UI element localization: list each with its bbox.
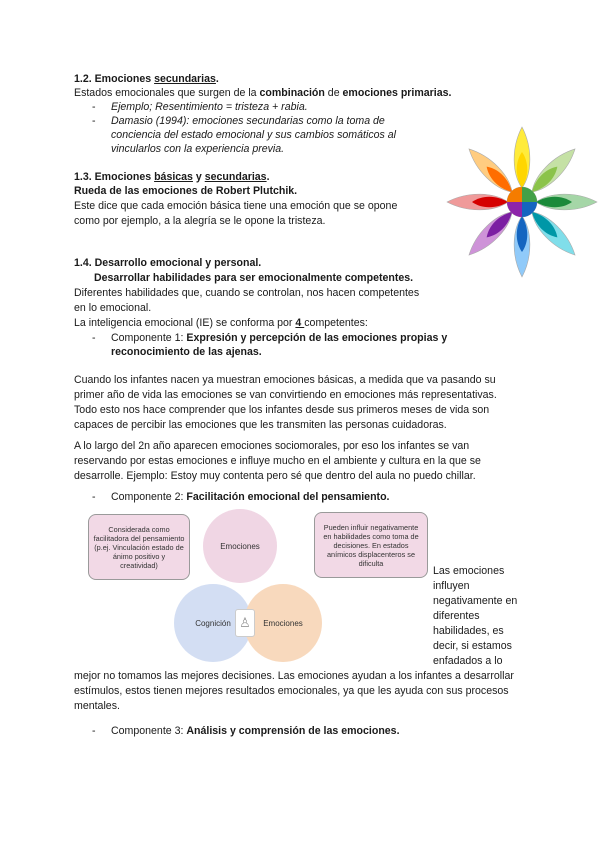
p3-l3: Todo esto nos hace comprender que los infantes desde sus primeros meses de vida son bbox=[74, 404, 490, 416]
bullet-dash: - bbox=[92, 491, 96, 503]
diagram-circle-emotions-bottom: Emociones bbox=[244, 584, 322, 662]
bullet-dash: - bbox=[92, 725, 96, 737]
section-1-2-title: 1.2. Emociones secundarias. bbox=[74, 73, 219, 85]
section-1-2-definition: Estados emocionales que surgen de la combinación de emociones primarias. bbox=[74, 87, 452, 99]
section-1-3-subtitle: Rueda de las emociones de Robert Plutchik. bbox=[74, 185, 298, 197]
p4-l2: reservando por estas emociones e influye mucho en el ambiente y cultura en la que se bbox=[74, 455, 481, 467]
diagram-circle-emotions-top: Emociones bbox=[203, 509, 277, 583]
p3-l4: capaces de percibir las emociones que les transmiten las personas cuidadoras. bbox=[74, 419, 447, 431]
bullet-damasio-l1: Damasio (1994): emociones secundarias como la toma de bbox=[111, 115, 385, 127]
p5-l1: mejor no tomamos las mejores decisiones. Las emociones ayudan a los infantes a desarrollar bbox=[74, 670, 514, 682]
p4-l1: A lo largo del 2n año aparecen emociones sociomorales, por eso los infantes se van bbox=[74, 440, 470, 452]
p5-l2: estímulos, estos tienen mejores resultados emocionales, ya que les ayuda con sus procesos bbox=[74, 685, 509, 697]
bullet-damasio-l2: conciencia del estado emocional y sus cambios somáticos al bbox=[111, 129, 396, 141]
bullet-damasio-l3: vincularlos con la experiencia previa. bbox=[111, 143, 285, 155]
side-text-l3: negativamente en bbox=[433, 595, 518, 607]
component-2: Componente 2: Facilitación emocional del pensamiento. bbox=[111, 491, 390, 503]
p3-l1: Cuando los infantes nacen ya muestran emociones básicas, a medida que va pasando su bbox=[74, 374, 496, 386]
p2: La inteligencia emocional (IE) se conforma por 4 competentes: bbox=[74, 317, 368, 329]
section-1-3-title: 1.3. Emociones básicas y secundarias. bbox=[74, 171, 270, 183]
p3-l2: primer año de vida las emociones se van convirtiendo en emociones más representativas. bbox=[74, 389, 497, 401]
p1-l2: en lo emocional. bbox=[74, 302, 152, 314]
bullet-dash: - bbox=[92, 115, 96, 127]
p1-l1: Diferentes habilidades que, cuando se controlan, nos hacen competentes bbox=[74, 287, 420, 299]
diagram-center-figure-icon: ♙ bbox=[235, 609, 255, 637]
component-3: Componente 3: Análisis y comprensión de las emociones. bbox=[111, 725, 400, 737]
side-text-l5: habilidades, es bbox=[433, 625, 504, 637]
section-1-3-text-l2: como por ejemplo, a la alegría se le opone la tristeza. bbox=[74, 215, 326, 227]
section-1-4-title: 1.4. Desarrollo emocional y personal. bbox=[74, 257, 262, 269]
plutchik-wheel-figure bbox=[436, 122, 600, 282]
side-text-l2: influyen bbox=[433, 580, 470, 592]
diagram-box-negative: Pueden influir negativamente en habilidades como toma de decisiones. En estados anímicos displacenteros se dificulta bbox=[314, 512, 428, 578]
p4-l3: desarrolle. Ejemplo: Estoy muy contenta pero sé que dentro del aula no puedo chillar. bbox=[74, 470, 476, 482]
section-1-3-text-l1: Este dice que cada emoción básica tiene una emoción que se opone bbox=[74, 200, 398, 212]
side-text-l4: diferentes bbox=[433, 610, 480, 622]
section-1-4-subtitle: Desarrollar habilidades para ser emocionalmente competentes. bbox=[94, 272, 414, 284]
diagram-circle-cognition: Cognición bbox=[174, 584, 252, 662]
p5-l3: mentales. bbox=[74, 700, 120, 712]
bullet-dash: - bbox=[92, 332, 96, 344]
component-1-l2: reconocimiento de las ajenas. bbox=[111, 346, 262, 358]
bullet-dash: - bbox=[92, 101, 96, 113]
component-1: Componente 1: Expresión y percepción de las emociones propias y bbox=[111, 332, 448, 344]
side-text-l6: decir, si estamos bbox=[433, 640, 512, 652]
bullet-example: Ejemplo; Resentimiento = tristeza + rabia. bbox=[111, 101, 308, 113]
side-text-l1: Las emociones bbox=[433, 565, 505, 577]
side-text-l7: enfadados a lo bbox=[433, 655, 503, 667]
diagram-box-facilitator: Considerada como facilitadora del pensamiento (p.ej. Vinculación estado de ánimo positivo y creatividad) bbox=[88, 514, 190, 580]
